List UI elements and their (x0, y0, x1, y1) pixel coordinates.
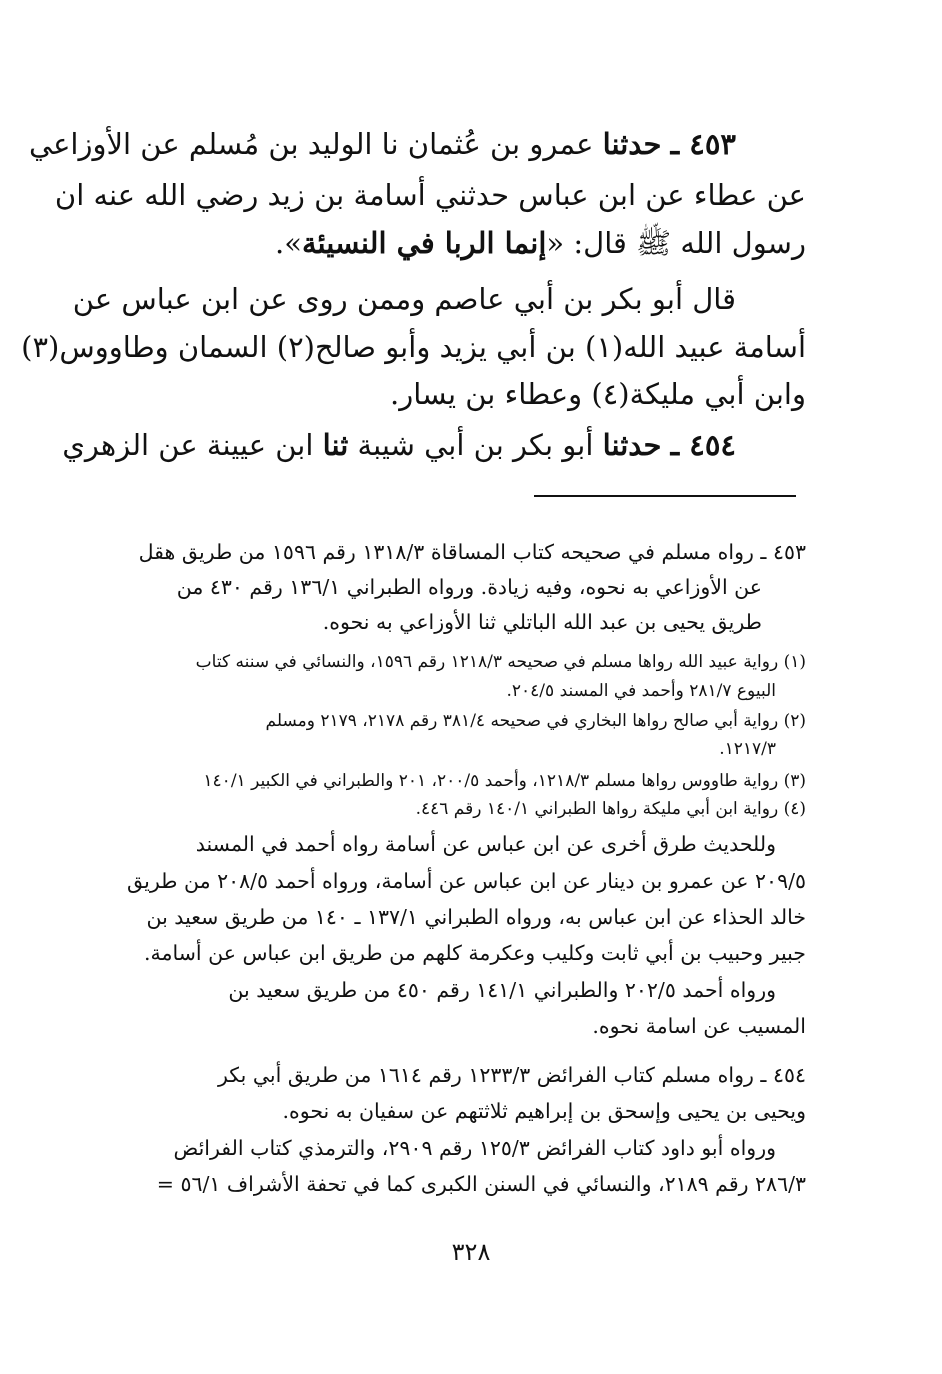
hadith-453-line-1 (0, 127, 942, 161)
hadith-454-text-c: ابن عيينة عن الزهري (62, 428, 314, 462)
note-454-line-1: ٤٥٤ ـ رواه مسلم كتاب الفرائض ١٢٣٣/٣ رقم ١٦١٤ من طريق أبي بكر (217, 1063, 806, 1087)
hadith-453-quote: إنما الربا في النسيئة (301, 226, 547, 260)
hadith-453-line-3 (0, 226, 942, 268)
footnote-1-line-2: البيوع ٢٨١/٧ وأحمد في المسند ٢٠٤/٥. (506, 681, 776, 701)
hadith-454-keyword: حدثنا (602, 428, 662, 462)
other-routes-line-2: ٢٠٩/٥ عن عمرو بن دينار عن ابن عباس عن أسامة، ورواه أحمد ٢٠٨/٥ من طريق (127, 869, 806, 893)
other-routes-line-4: جبير وحبيب بن أبي ثابت وكليب وعكرمة كلهم من طريق ابن عباس عن أسامة. (143, 941, 806, 965)
hadith-454-text-a: أبو بكر بن أبي شيبة (357, 428, 594, 462)
footnote-4-line-1: (٤) رواية ابن أبي مليكة رواها الطبراني ١٤٠/١ رقم ٤٤٦. (415, 799, 806, 819)
hadith-453-keyword: حدثنا (602, 127, 662, 161)
note-453-line-3: طريق يحيى بن عبد الله الباتلي ثنا الأوزاعي به نحوه. (322, 610, 762, 634)
other-routes-line-6: المسيب عن اسامة نحوه. (592, 1014, 806, 1038)
footnote-2-line-2: ١٢١٧/٣. (719, 739, 776, 759)
hadith-453-line-2: عن عطاء عن ابن عباس حدثني أسامة بن زيد رضي الله عنه ان (54, 178, 806, 212)
paragraph-line-2: أسامة عبيد الله(١) بن أبي يزيد وأبو صالح(٢) السمان وطاووس(٣) (21, 330, 806, 364)
footnote-separator (534, 495, 796, 497)
note-453-line-2: عن الأوزاعي به نحوه، وفيه زيادة. ورواه الطبراني ١٣٦/١ رقم ٤٣٠ من (176, 575, 762, 599)
other-routes-line-3: خالد الحذاء عن ابن عباس به، ورواه الطبراني ١٣٧/١ ـ ١٤٠ من طريق سعيد بن (146, 905, 806, 929)
hadith-453-text-3a: رسول الله ﷺ قال: « (546, 226, 806, 260)
hadith-454-number: ٤٥٤ ـ (670, 428, 736, 462)
hadith-453-number: ٤٥٣ ـ (670, 127, 736, 161)
page-number: ٣٢٨ (451, 1238, 491, 1266)
paragraph-line-1: قال أبو بكر بن أبي عاصم وممن روى عن ابن عباس عن (72, 282, 736, 316)
note-454-line-2: ويحيى بن يحيى وإسحق بن إبراهيم ثلاثتهم عن سفيان به نحوه. (282, 1099, 806, 1123)
note-453-line-1: ٤٥٣ ـ رواه مسلم في صحيحه كتاب المساقاة ١٣١٨/٣ رقم ١٥٩٦ من طريق هقل (138, 540, 806, 564)
footnote-1-line-1: (١) رواية عبيد الله رواها مسلم في صحيحه ١٢١٨/٣ رقم ١٥٩٦، والنسائي في سننه كتاب (195, 652, 806, 672)
note-454-line-3: ورواه أبو داود كتاب الفرائض ١٢٥/٣ رقم ٢٩٠٩، والترمذي كتاب الفرائض (173, 1136, 776, 1160)
paragraph-line-3: وابن أبي مليكة(٤) وعطاء بن يسار. (390, 377, 806, 411)
hadith-453-text-1: عمرو بن عُثمان نا الوليد بن مُسلم عن الأوزاعي (28, 127, 594, 161)
footnote-3-line-1: (٣) رواية طاووس رواها مسلم ١٢١٨/٣، وأحمد ٢٠٠/٥، ٢٠١ والطبراني في الكبير ١٤٠/١ (203, 771, 806, 791)
footnote-2-line-1: (٢) رواية أبي صالح رواها البخاري في صحيحه ٣٨١/٤ رقم ٢١٧٨، ٢١٧٩ ومسلم (265, 711, 806, 731)
hadith-454-thanna: ثنا (322, 428, 349, 462)
other-routes-line-1: وللحديث طرق أخرى عن ابن عباس عن أسامة رواه أحمد في المسند (195, 832, 776, 856)
note-454-line-4: ٢٨٦/٣ رقم ٢١٨٩، والنسائي في السنن الكبرى كما في تحفة الأشراف ٥٦/١ = (156, 1172, 806, 1196)
hadith-454-line-1 (0, 428, 942, 462)
hadith-453-text-3c: ». (275, 226, 302, 260)
other-routes-line-5: ورواه أحمد ٢٠٢/٥ والطبراني ١٤١/١ رقم ٤٥٠ من طريق سعيد بن (228, 978, 776, 1002)
